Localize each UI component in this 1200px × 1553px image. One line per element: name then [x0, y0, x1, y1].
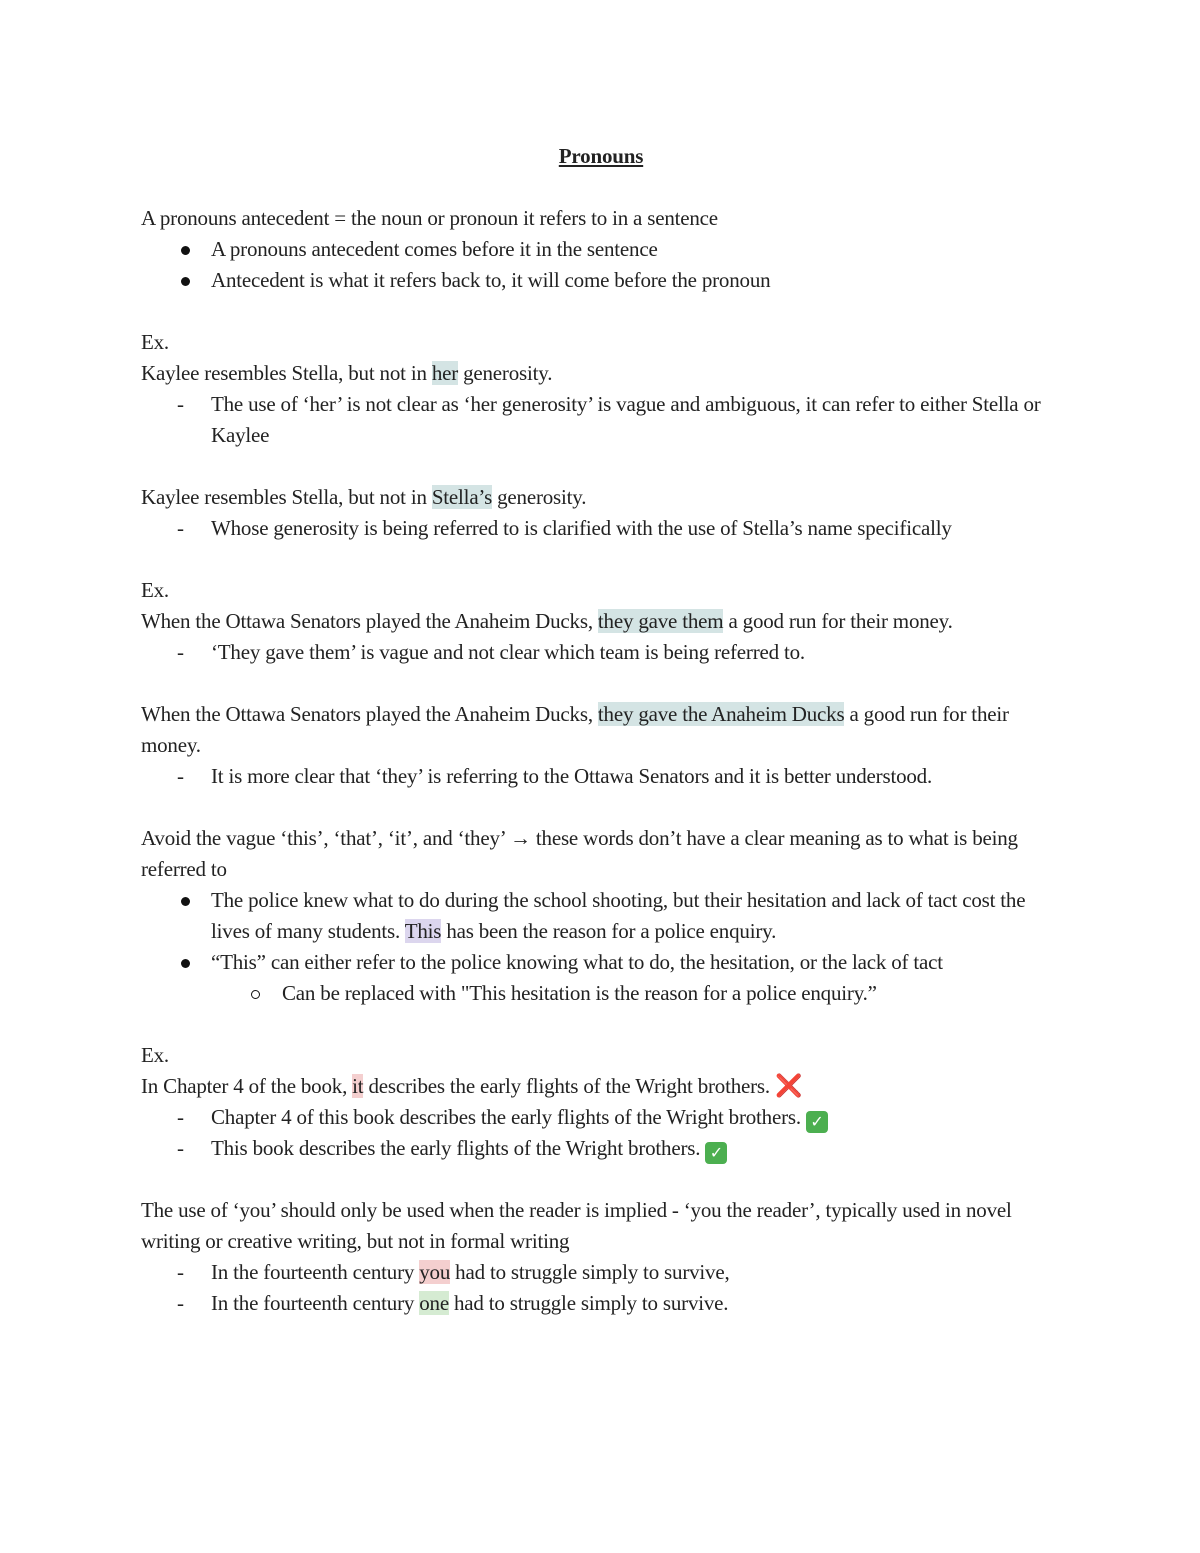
example-sentence: Kaylee resembles Stella, but not in her generosity.: [141, 361, 553, 385]
example-sentence: In Chapter 4 of the book, it describes the early flights of the Wright brothers. ❌: [141, 1074, 803, 1099]
list-item: - Chapter 4 of this book describes the early flights of the Wright brothers. ✓: [141, 1102, 1061, 1133]
list-item: - It is more clear that ‘they’ is referring to the Ottawa Senators and it is better understood.: [141, 761, 1061, 792]
example-label: Ex.: [141, 330, 169, 354]
list-item: A pronouns antecedent comes before it in the sentence: [141, 234, 1061, 265]
document-body: [141, 141, 1061, 1319]
example-label: Ex.: [141, 578, 169, 602]
check-mark-icon: ✓: [806, 1111, 828, 1133]
list-item: Can be replaced with "This hesitation is the reason for a police enquiry.”: [141, 978, 1061, 1009]
example-notes: [141, 513, 1061, 544]
example-notes: [141, 1102, 1061, 1164]
list-item: - In the fourteenth century you had to struggle simply to survive,: [141, 1257, 1061, 1288]
highlight: you: [419, 1260, 451, 1284]
highlight: This: [404, 919, 442, 943]
cross-mark-icon: ❌: [775, 1074, 803, 1099]
check-mark-icon: ✓: [705, 1142, 727, 1164]
list-item: - ‘They gave them’ is vague and not clear which team is being referred to.: [141, 637, 1061, 668]
page-title: Pronouns: [558, 144, 644, 168]
highlight: Stella’s: [431, 485, 493, 509]
highlight: her: [431, 361, 459, 385]
you-examples: [141, 1257, 1061, 1319]
list-item: - The use of ‘her’ is not clear as ‘her generosity’ is vague and ambiguous, it can refer to either Stella or Kaylee: [141, 389, 1061, 451]
highlight: it: [352, 1074, 364, 1098]
intro-definition: A pronouns antecedent = the noun or pronoun it refers to in a sentence: [141, 206, 718, 230]
avoid-rule: Avoid the vague ‘this’, ‘that’, ‘it’, and ‘they’ → these words don’t have a clear meaning as to what is being referred to: [141, 826, 1018, 881]
example-sentence: When the Ottawa Senators played the Anaheim Ducks, they gave the Anaheim Ducks a good run for their money.: [141, 702, 1009, 757]
avoid-bullets: [141, 885, 1061, 1009]
list-item: - In the fourteenth century one had to struggle simply to survive.: [141, 1288, 1061, 1319]
example-sentence: Kaylee resembles Stella, but not in Stella’s generosity.: [141, 485, 587, 509]
sub-bullets: [141, 978, 1061, 1009]
list-item: - Whose generosity is being referred to is clarified with the use of Stella’s name specifically: [141, 513, 1061, 544]
list-item: Antecedent is what it refers back to, it will come before the pronoun: [141, 265, 1061, 296]
intro-bullets: [141, 234, 1061, 296]
list-item: The police knew what to do during the school shooting, but their hesitation and lack of tact cost the lives of many students. This has been the reason for a police enquiry.: [141, 885, 1061, 947]
example-notes: [141, 637, 1061, 668]
example-notes: [141, 389, 1061, 451]
list-item: “This” can either refer to the police knowing what to do, the hesitation, or the lack of tact Can be replaced with "This hesitation is the reason for a police enquiry.”: [141, 947, 1061, 1009]
highlight: they gave them: [597, 609, 724, 633]
example-sentence: When the Ottawa Senators played the Anaheim Ducks, they gave them a good run for their money.: [141, 609, 953, 633]
list-item: - This book describes the early flights of the Wright brothers. ✓: [141, 1133, 1061, 1164]
highlight: they gave the Anaheim Ducks: [597, 702, 845, 726]
example-label: Ex.: [141, 1043, 169, 1067]
you-rule: The use of ‘you’ should only be used when the reader is implied - ‘you the reader’, typically used in novel writing or creative writing, but not in formal writing: [141, 1198, 1012, 1253]
example-notes: [141, 761, 1061, 792]
highlight: one: [419, 1291, 449, 1315]
